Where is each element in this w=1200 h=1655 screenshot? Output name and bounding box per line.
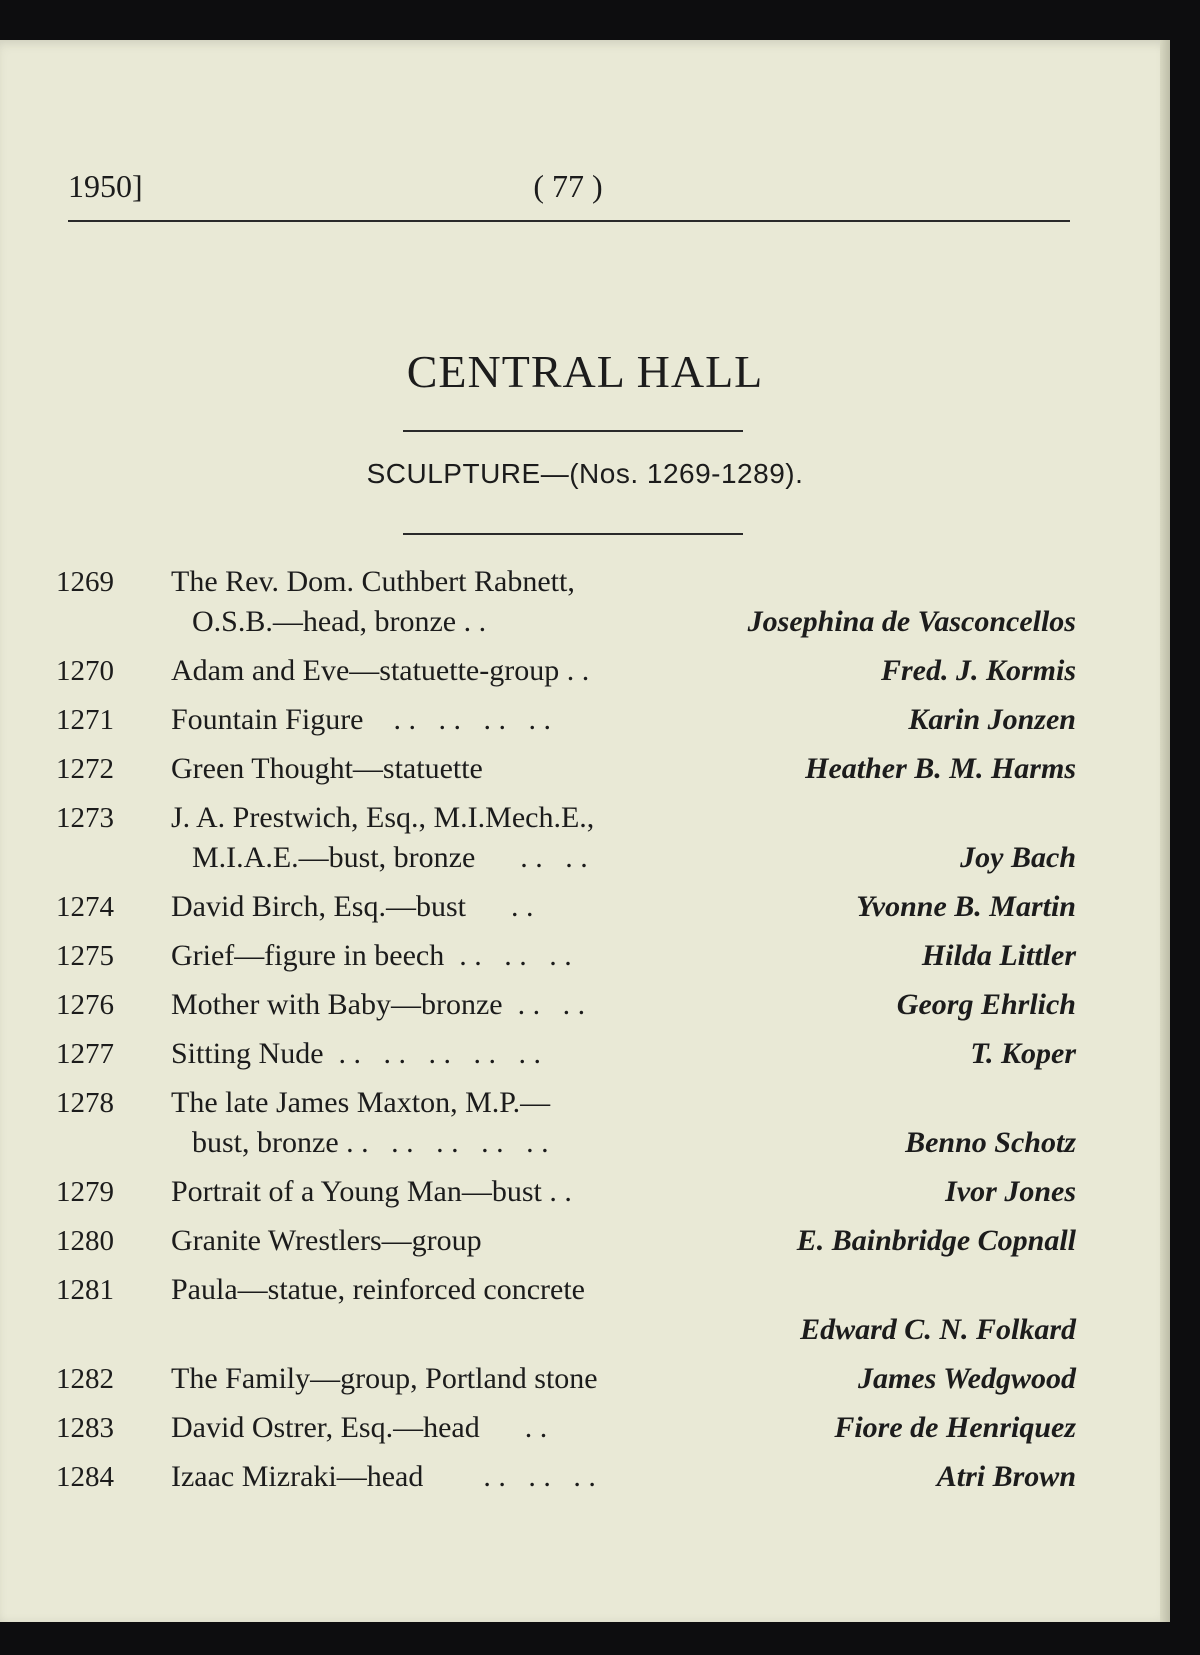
catalogue-entry bbox=[56, 798, 1076, 878]
page-number: ( 77 ) bbox=[533, 168, 603, 204]
catalogue-entry bbox=[56, 1270, 1076, 1350]
catalogue-entry bbox=[56, 651, 1076, 691]
entry-title: The late James Maxton, M.P.— bbox=[171, 1086, 551, 1119]
entry-title: The Rev. Dom. Cuthbert Rabnett, bbox=[171, 565, 575, 598]
catalogue-entry bbox=[56, 1034, 1076, 1074]
entry-number: 1276 bbox=[56, 989, 114, 1021]
entry-artist: Fred. J. Kormis bbox=[880, 654, 1076, 687]
entry-title: Adam and Eve—statuette-group . . bbox=[171, 654, 590, 687]
entry-title-continued: M.I.A.E.—bust, bronze . . . . bbox=[192, 841, 588, 874]
catalogue-entry bbox=[56, 1408, 1076, 1448]
catalogue-entry bbox=[56, 1359, 1076, 1399]
entry-number: 1271 bbox=[56, 704, 114, 736]
catalogue-entry bbox=[56, 700, 1076, 740]
entry-artist: Yvonne B. Martin bbox=[856, 890, 1076, 923]
section-title: SCULPTURE—(Nos. 1269-1289). bbox=[366, 458, 804, 489]
catalogue-entry bbox=[56, 749, 1076, 789]
entry-title: Paula—statue, reinforced concrete bbox=[171, 1273, 585, 1306]
entry-title: Izaac Mizraki—head . . . . . . bbox=[171, 1460, 596, 1493]
entry-number: 1280 bbox=[56, 1225, 114, 1257]
entry-number: 1279 bbox=[56, 1176, 114, 1208]
entry-title: David Birch, Esq.—bust . . bbox=[171, 890, 534, 923]
entry-title: Mother with Baby—bronze . . . . bbox=[171, 988, 586, 1021]
entry-artist: Hilda Littler bbox=[921, 939, 1076, 972]
entry-artist: Edward C. N. Folkard bbox=[800, 1313, 1076, 1346]
entry-title: J. A. Prestwich, Esq., M.I.Mech.E., bbox=[171, 801, 595, 834]
catalogue-entry bbox=[56, 1172, 1076, 1212]
title-rule-top bbox=[403, 430, 743, 432]
entry-number: 1275 bbox=[56, 940, 114, 972]
entry-artist: Atri Brown bbox=[936, 1460, 1076, 1493]
entry-artist: Heather B. M. Harms bbox=[805, 752, 1076, 785]
entry-artist: T. Koper bbox=[970, 1037, 1076, 1070]
entry-number: 1269 bbox=[56, 566, 114, 598]
catalogue-page bbox=[0, 40, 1170, 1622]
hall-title: CENTRAL HALL bbox=[406, 346, 764, 397]
entry-artist: Karin Jonzen bbox=[908, 703, 1076, 736]
catalogue-entry bbox=[56, 887, 1076, 927]
catalogue-entry bbox=[56, 1457, 1076, 1497]
catalogue-entry bbox=[56, 1083, 1076, 1163]
entry-title: Grief—figure in beech . . . . . . bbox=[171, 939, 572, 972]
entry-title-continued: bust, bronze . . . . . . . . . . bbox=[192, 1126, 549, 1159]
page-edge bbox=[1160, 40, 1170, 1622]
entry-number: 1273 bbox=[56, 802, 114, 834]
entry-title: Portrait of a Young Man—bust . . bbox=[171, 1175, 572, 1208]
entry-number: 1282 bbox=[56, 1363, 114, 1395]
entry-artist: Benno Schotz bbox=[905, 1126, 1076, 1159]
catalogue-entry bbox=[56, 985, 1076, 1025]
entry-artist: Georg Ehrlich bbox=[896, 988, 1076, 1021]
catalogue-entry bbox=[56, 562, 1076, 642]
header-rule bbox=[68, 220, 1070, 222]
entry-title: Granite Wrestlers—group bbox=[171, 1224, 482, 1257]
entry-artist: Ivor Jones bbox=[945, 1175, 1076, 1208]
entry-number: 1284 bbox=[56, 1461, 114, 1493]
entry-number: 1283 bbox=[56, 1412, 114, 1444]
entries-list bbox=[56, 562, 1076, 1506]
running-head bbox=[68, 168, 1068, 218]
running-head-year: 1950] bbox=[68, 168, 143, 204]
entry-artist: Josephina de Vasconcellos bbox=[747, 605, 1076, 638]
entry-artist: Fiore de Henriquez bbox=[834, 1411, 1076, 1444]
entry-artist: James Wedgwood bbox=[857, 1362, 1076, 1395]
entry-number: 1281 bbox=[56, 1274, 114, 1306]
catalogue-entry bbox=[56, 1221, 1076, 1261]
entry-number: 1272 bbox=[56, 753, 114, 785]
entry-number: 1278 bbox=[56, 1087, 114, 1119]
entry-number: 1270 bbox=[56, 655, 114, 687]
title-rule-bottom bbox=[403, 533, 743, 535]
entry-title: David Ostrer, Esq.—head . . bbox=[171, 1411, 548, 1444]
entry-number: 1274 bbox=[56, 891, 114, 923]
entry-title-continued: O.S.B.—head, bronze . . bbox=[192, 605, 487, 638]
catalogue-entry bbox=[56, 936, 1076, 976]
entry-title: The Family—group, Portland stone bbox=[171, 1362, 598, 1395]
entry-title: Green Thought—statuette bbox=[171, 752, 483, 785]
entry-title: Fountain Figure . . . . . . . . bbox=[171, 703, 551, 736]
entry-number: 1277 bbox=[56, 1038, 114, 1070]
entry-title: Sitting Nude . . . . . . . . . . bbox=[171, 1037, 542, 1070]
entry-artist: Joy Bach bbox=[960, 841, 1076, 874]
entry-artist: E. Bainbridge Copnall bbox=[796, 1224, 1076, 1257]
